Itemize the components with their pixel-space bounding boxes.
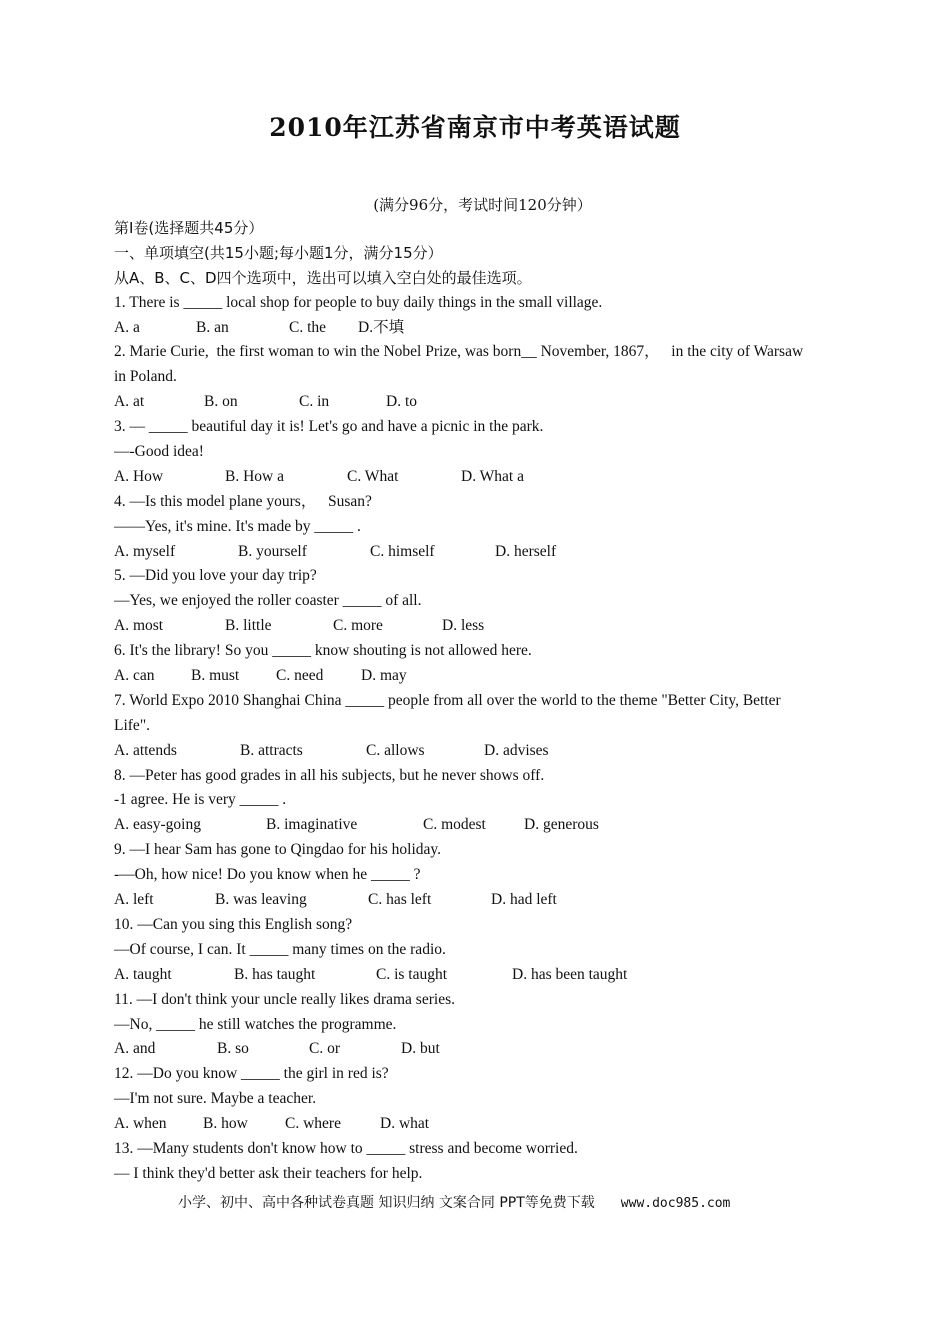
option-b: B. on xyxy=(204,393,238,411)
options-2 xyxy=(114,390,864,415)
option-d: D. to xyxy=(386,393,417,411)
option-c: C. more xyxy=(333,617,383,635)
option-c: C. What xyxy=(347,467,399,485)
question-1: 1. There is _____ local shop for people to buy daily things in the small village. xyxy=(114,293,603,311)
option-d: D. generous xyxy=(524,816,599,834)
question-8-reply: -1 agree. He is very _____ . xyxy=(114,791,287,809)
options-6 xyxy=(114,664,864,689)
option-d: D. herself xyxy=(495,542,557,560)
option-a: A. taught xyxy=(114,965,172,983)
options-4 xyxy=(114,540,864,565)
question-11-reply: —No, _____ he still watches the programme. xyxy=(114,1015,397,1033)
options-10 xyxy=(114,963,864,988)
options-12 xyxy=(114,1112,864,1137)
option-c: C. has left xyxy=(368,891,432,909)
question-9-reply: -—Oh, how nice! Do you know when he _____ ? xyxy=(114,866,421,884)
options-7 xyxy=(114,739,864,764)
option-d: D.不填 xyxy=(358,318,405,336)
option-a: A. a xyxy=(114,318,140,336)
options-9 xyxy=(114,888,864,913)
question-10-reply: —Of course, I can. It _____ many times on the radio. xyxy=(114,940,446,958)
option-a: A. easy-going xyxy=(114,816,201,834)
option-d: D. what xyxy=(380,1115,430,1133)
option-a: A. can xyxy=(114,667,155,685)
question-13: 13. —Many students don't know how to _____ stress and become worried. xyxy=(114,1139,578,1157)
option-a: A. when xyxy=(114,1115,167,1133)
footer-link[interactable]: www.doc985.com xyxy=(620,1196,731,1211)
option-d: D. had left xyxy=(491,891,557,909)
option-d: D. but xyxy=(401,1040,440,1058)
option-b: B. attracts xyxy=(240,741,303,759)
question-10: 10. —Can you sing this English song? xyxy=(114,915,353,933)
option-a: A. How xyxy=(114,467,164,485)
question-7-cont: Life". xyxy=(114,716,151,734)
options-3 xyxy=(114,465,864,490)
instruction: 从A、B、C、D四个选项中，选出可以填入空白处的最佳选项。 xyxy=(114,268,532,287)
option-c: C. the xyxy=(289,318,327,336)
option-b: B. must xyxy=(191,667,240,685)
options-11 xyxy=(114,1037,864,1062)
option-b: B. an xyxy=(196,318,229,336)
options-1 xyxy=(114,316,864,341)
option-c: C. or xyxy=(309,1040,340,1058)
options-5 xyxy=(114,614,864,639)
option-c: C. allows xyxy=(366,741,425,759)
option-d: D. less xyxy=(442,617,485,635)
option-d: D. may xyxy=(361,667,407,685)
question-4: 4. —Is this model plane yours， Susan? xyxy=(114,492,372,510)
option-a: A. at xyxy=(114,393,145,411)
option-b: B. so xyxy=(217,1040,249,1058)
option-a: A. myself xyxy=(114,542,176,560)
option-b: B. has taught xyxy=(234,965,316,983)
option-c: C. in xyxy=(299,393,330,411)
option-c: C. need xyxy=(276,667,324,685)
option-d: D. has been taught xyxy=(512,965,628,983)
option-c: C. modest xyxy=(423,816,486,834)
question-13-reply: — I think they'd better ask their teachers for help. xyxy=(114,1164,423,1182)
options-8 xyxy=(114,813,864,838)
question-5-reply: —Yes, we enjoyed the roller coaster _____ of all. xyxy=(114,592,422,610)
question-2: 2. Marie Curie, the first woman to win the Nobel Prize, was born__ November, 1867， in the city of Warsaw xyxy=(114,343,804,361)
option-c: C. where xyxy=(285,1115,341,1133)
option-b: B. yourself xyxy=(238,542,307,560)
option-b: B. How a xyxy=(225,467,284,485)
question-7: 7. World Expo 2010 Shanghai China _____ people from all over the world to the theme "Better City, Better xyxy=(114,691,781,709)
option-b: B. how xyxy=(203,1115,248,1133)
option-b: B. imaginative xyxy=(266,816,358,834)
footer-text: 小学、初中、高中各种试卷真题 知识归纳 文案合同 PPT等免费下载 xyxy=(178,1195,595,1211)
exam-info: (满分96分，考试时间120分钟） xyxy=(373,196,592,214)
question-8: 8. —Peter has good grades in all his subjects, but he never shows off. xyxy=(114,766,545,784)
option-c: C. himself xyxy=(370,542,435,560)
part-heading: 一、单项填空(共15小题;每小题1分，满分15分） xyxy=(114,243,443,262)
question-2-cont: in Poland. xyxy=(114,368,177,386)
page-footer xyxy=(178,1192,730,1212)
question-3: 3. — _____ beautiful day it is! Let's go and have a picnic in the park. xyxy=(114,418,544,436)
question-9: 9. —I hear Sam has gone to Qingdao for his holiday. xyxy=(114,841,442,859)
option-d: D. advises xyxy=(484,741,549,759)
question-12: 12. —Do you know _____ the girl in red is? xyxy=(114,1065,389,1083)
question-3-reply: —-Good idea! xyxy=(114,443,204,461)
option-a: A. attends xyxy=(114,741,177,759)
option-a: A. and xyxy=(114,1040,156,1058)
question-4-reply: ——Yes, it's mine. It's made by _____ . xyxy=(114,517,361,535)
option-a: A. most xyxy=(114,617,164,635)
option-d: D. What a xyxy=(461,467,524,485)
option-c: C. is taught xyxy=(376,965,448,983)
question-5: 5. —Did you love your day trip? xyxy=(114,567,317,585)
question-6: 6. It's the library! So you _____ know shouting is not allowed here. xyxy=(114,642,532,660)
option-a: A. left xyxy=(114,891,154,909)
document-title: 2010年江苏省南京市中考英语试题 xyxy=(269,113,681,142)
option-b: B. was leaving xyxy=(215,891,307,909)
exam-body xyxy=(114,216,864,1187)
option-b: B. little xyxy=(225,617,272,635)
question-12-reply: —I'm not sure. Maybe a teacher. xyxy=(114,1090,317,1108)
question-11: 11. —I don't think your uncle really likes drama series. xyxy=(114,990,455,1008)
section-heading: 第I卷(选择题共45分） xyxy=(114,219,264,237)
